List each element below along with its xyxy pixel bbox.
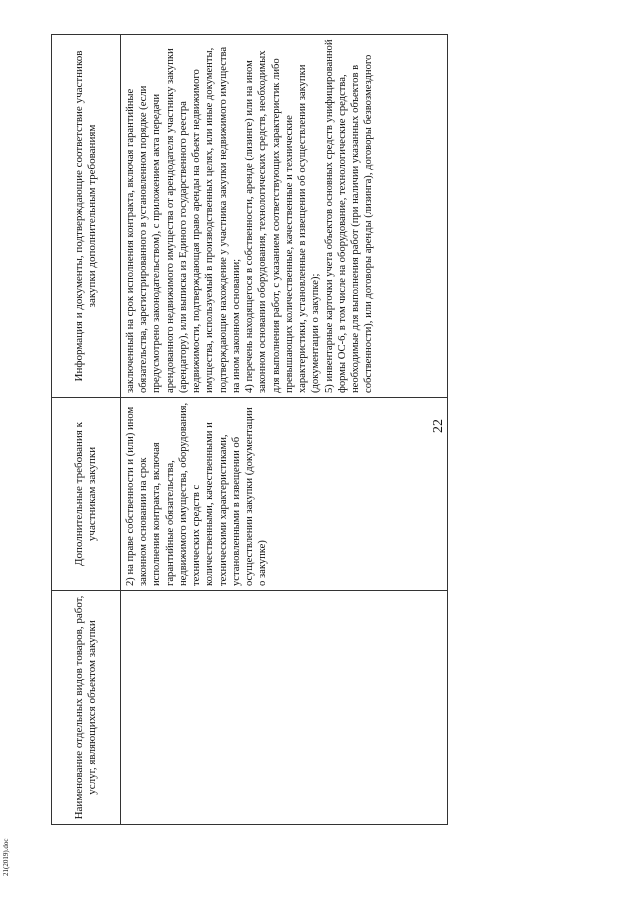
table-header-row (52, 35, 121, 825)
cell-goods-name (121, 591, 448, 825)
requirements-table-rotated (51, 35, 449, 825)
footer-file-name: 21(2019).doc (2, 838, 10, 876)
page-number: 22 (431, 419, 446, 433)
requirements-table (51, 34, 448, 825)
header-supporting-documents: Информация и документы, подтверждающие соответствие участников закупки дополнительным требованиям (52, 35, 121, 398)
header-goods-name: Наименование отдельных видов товаров, работ, услуг, являющихся объектом закупки (52, 591, 121, 825)
cell-supporting-documents: заключенный на срок исполнения контракта, включая гарантийные обязательства, зарегистрированного в установленном порядке (если предусмотрено законодательством), с приложением акта передачи арендованного недвижимого имущества от арендодателя участнику закупки (арендатору), или выписка из Единого государственного реестра недвижимости, подтверждающая право аренды на объект недвижимого имущества, используемый в производственных целях, или иные документы, подтверждающие нахождение у участника закупки недвижимого имущества на ином законном основании; 4) перечень находящегося в собственности, аренде (лизинге) или на ином законном основании оборудования, технологических средств, необходимых для выполнения работ, с указанием соответствующих характеристик либо превышающих количественные, качественные и технические характеристики, установленные в извещении об осуществлении закупки (документации о закупке); 5) инвентарные карточки учета объектов основных средств унифицированной формы ОС-6, в том числе на оборудование, технологические средства, необходимые для выполнения работ (при наличии указанных объектов в собственности), или договоры аренды (лизинга), договоры безвозмездного (121, 35, 448, 398)
cell-additional-requirements: 2) на праве собственности и (или) ином законном основании на срок исполнения контракта, включая гарантийные обязательства, недвижимого имущества, оборудования, технических средств с количественными, качественными и техническими характеристиками, установленными в извещении об осуществлении закупки (документации о закупке) (121, 398, 448, 591)
requirements-table-frame (51, 35, 449, 825)
header-additional-requirements: Дополнительные требования к участникам закупки (52, 398, 121, 591)
table-row (121, 35, 448, 825)
